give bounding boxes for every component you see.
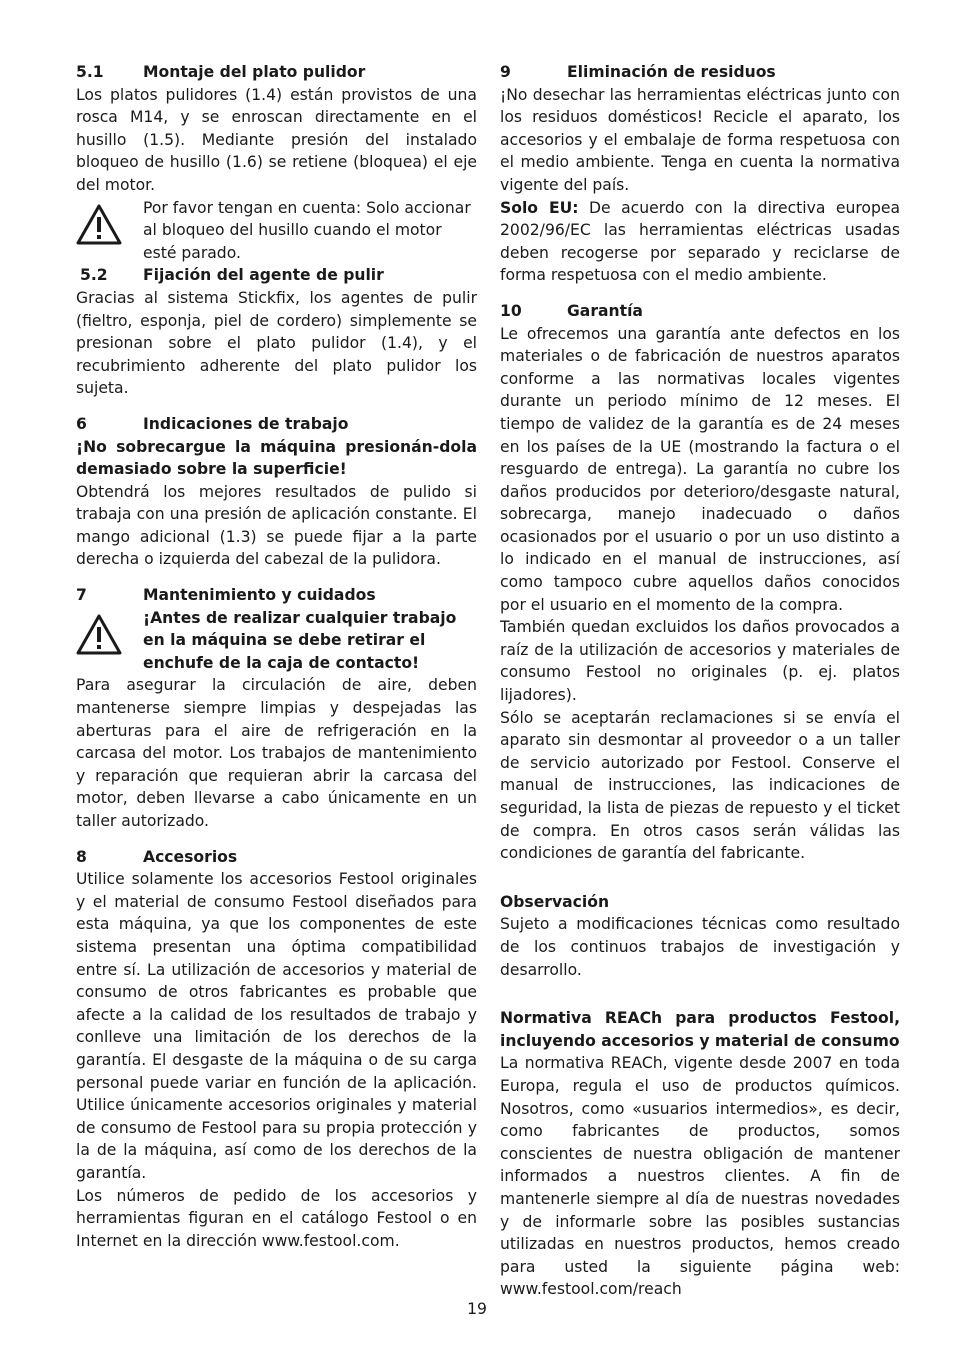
page-number: 19	[467, 1300, 487, 1318]
warning-triangle-icon	[76, 197, 143, 265]
paragraph-8-a: Utilice solamente los accesorios Festool originales y el material de consumo Festool diseñados para esta máquina, ya que los componentes de este sistema presentan una óptima compatibilidad entre sí. La utilización de accesorios y material de consumo de otros fabricantes es probable que afecte a la calidad de los resultados de trabajo y conlleve una limitación de los derechos de la garantía. El desgaste de la máquina o de su carga personal puede variar en función de la aplicación. Utilice únicamente accesorios originales y material de consumo de Festool para su propia protección y la de la máquina, así como de los derechos de la garantía.	[76, 870, 477, 1182]
heading-10: 10 Garantía	[500, 301, 643, 320]
paragraph-observacion: Sujeto a modificaciones técnicas como resultado de los continuos trabajos de investigación y desarrollo.	[500, 915, 900, 979]
heading-6: 6 Indicaciones de trabajo	[76, 414, 349, 433]
paragraph-5-1: Los platos pulidores (1.4) están provistos de una rosca M14, y se enroscan directamente en el husillo (1.5). Mediante presión del instalado bloqueo de husillo (1.6) se retiene (bloquea) el eje del motor.	[76, 85, 477, 194]
left-column	[76, 61, 477, 1252]
heading-reach: Normativa REACh para productos Festool, incluyendo accesorios y material de consumo	[500, 1009, 900, 1050]
warning-triangle-icon	[76, 607, 143, 675]
eu-label: Solo EU:	[500, 198, 579, 217]
paragraph-9-eu	[500, 197, 900, 287]
warning-7	[76, 607, 477, 675]
heading-8: 8 Accesorios	[76, 847, 238, 866]
paragraph-7: Para asegurar la circulación de aire, deben mantenerse siempre limpias y despejadas las aberturas para el aire de refrigeración en la carcasa del motor. Los trabajos de mantenimiento y reparación que requieran abrir la carcasa del motor, deben llevarse a cabo únicamente en un taller autorizado.	[76, 676, 477, 830]
heading-5-1: 5.1 Montaje del plato pulidor	[76, 63, 366, 81]
heading-observacion: Observación	[500, 892, 610, 911]
paragraph-10-c: Sólo se aceptarán reclamaciones si se envía el aparato sin desmontar al proveedor o a un taller de servicio autorizado por Festool. Conserve el manual de instrucciones, las indicaciones de seguridad, la lista de piezas de repuesto y el ticket de compra. En otros casos serán válidas las condiciones de garantía del fabricante.	[500, 708, 900, 863]
eu-text: De acuerdo con la directiva europea 2002/96/EC las herramientas eléctricas usadas deben recogerse por separado y reciclarse de forma respetuosa con el medio ambiente.	[500, 198, 900, 285]
paragraph-10-a: Le ofrecemos una garantía ante defectos en los materiales o de fabricación de nuestros aparatos conforme a las normativas locales vigentes durante un periodo mínimo de 12 meses. El tiempo de validez de la garantía es de 24 meses en los países de la UE (mostrando la factura o el resguardo de entrega). La garantía no cubre los daños producidos por deterioro/desgaste natural, sobrecarga, manejo inadecuado o daños ocasionados por el usuario o por un uso distinto a lo indicado en el manual de instrucciones, así como tampoco cubre aquellos daños conocidos por el usuario en el momento de la compra.	[500, 324, 900, 614]
heading-9: 9 Eliminación de residuos	[500, 63, 776, 81]
reach-link[interactable]: www.festool.com/reach	[500, 1280, 682, 1299]
paragraph-6: Obtendrá los mejores resultados de pulido si trabaja con una presión de aplicación constante. El mango adicional (1.3) se puede fijar a la parte derecha o izquierda del cabezal de la pulidora.	[76, 482, 477, 569]
heading-7: 7 Mantenimiento y cuidados	[76, 586, 376, 605]
warning-text-7: ¡Antes de realizar cualquier trabajo en la máquina se debe retirar el enchufe de la caja de contacto!	[143, 608, 457, 672]
paragraph-8-b: Los números de pedido de los accesorios y herramientas figuran en el catálogo Festool o en Internet en la dirección www.festool.com.	[76, 1186, 477, 1250]
bold-notice-6: ¡No sobrecargue la máquina presionán-dola demasiado sobre la superficie!	[76, 437, 477, 479]
heading-5-2: 5.2 Fijación del agente de pulir	[80, 266, 384, 285]
warning-5-1	[76, 197, 477, 265]
warning-text-5-1: Por favor tengan en cuenta: Solo accionar al bloqueo del husillo cuando el motor esté parado.	[143, 198, 471, 262]
paragraph-9: ¡No desechar las herramientas eléctricas junto con los residuos domésticos! Recicle el aparato, los accesorios y el embalaje de forma respetuosa con el medio ambiente. Tenga en cuenta la normativa vigente del país.	[500, 85, 900, 194]
paragraph-5-2: Gracias al sistema Stickfix, los agentes de pulir (fieltro, esponja, piel de cordero) simplemente se presionan sobre el plato pulidor (1.4), y el recubrimiento adherente del plato pulidor los sujeta.	[76, 288, 477, 398]
right-column	[500, 61, 900, 1301]
paragraph-10-b: También quedan excluidos los daños provocados a raíz de la utilización de accesorios y materiales de consumo Festool no originales (p. ej. platos lijadores).	[500, 618, 900, 705]
paragraph-reach: La normativa REACh, vigente desde 2007 en toda Europa, regula el uso de productos químicos. Nosotros, como «usuarios intermedios», es decir, como fabricantes de productos, somos conscientes de nuestra obligación de mantener informados a nuestros clientes. A fin de mantenerle siempre al día de nuestras novedades y de informarle sobre las posibles sustancias utilizadas en nuestros productos, hemos creado para usted la siguiente página web: www.festool.com/reach	[500, 1054, 900, 1299]
